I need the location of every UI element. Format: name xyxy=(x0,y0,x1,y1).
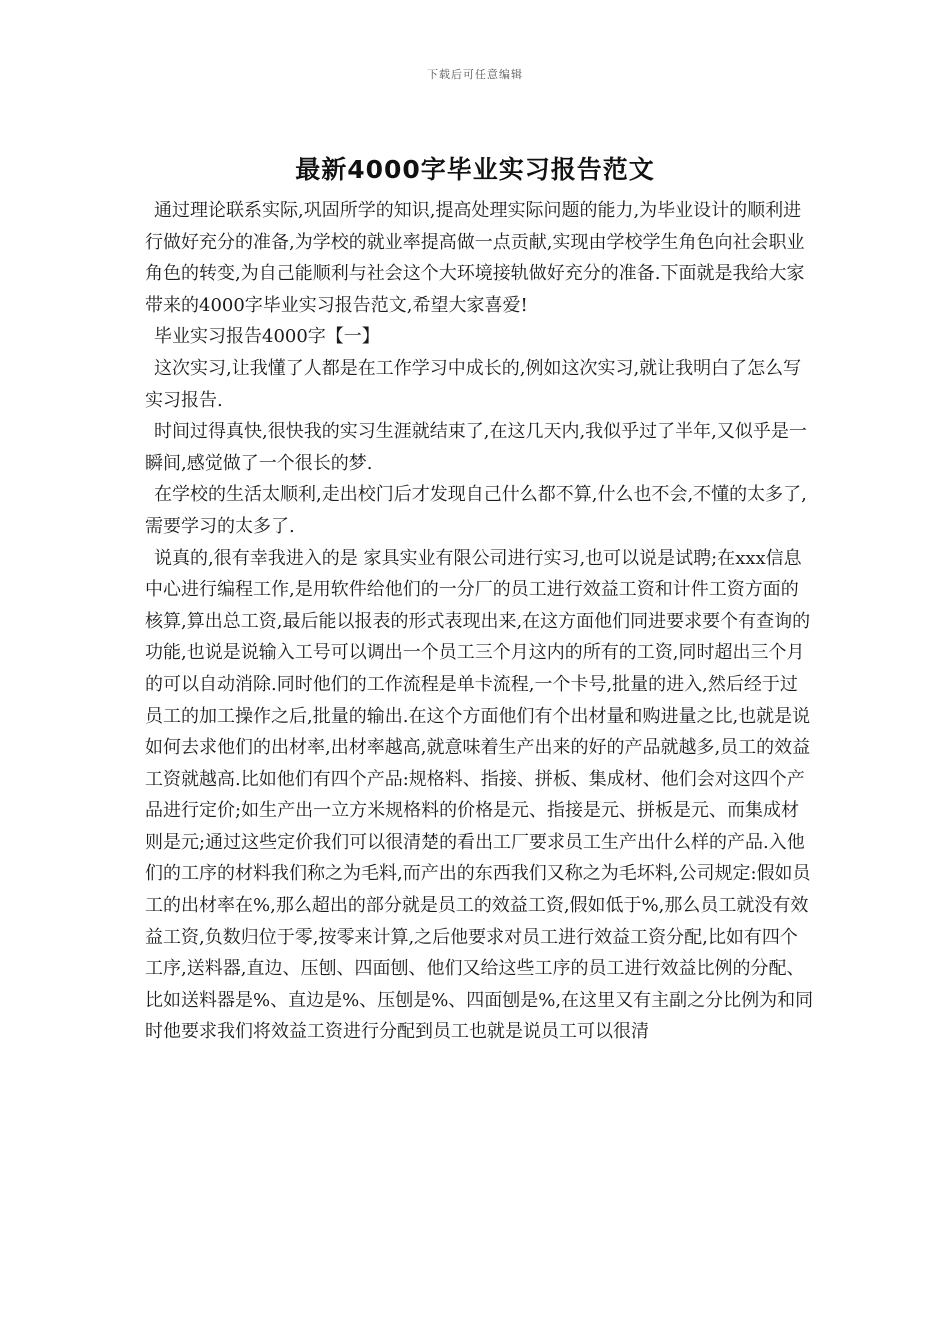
intro-paragraph: 通过理论联系实际,巩固所学的知识,提高处理实际问题的能力,为毕业设计的顺利进行做好充分的准备,为学校的就业率提高做一点贡献,实现由学校学生角色向社会职业角色的转变,为自己能顺利与社会这个大环境接轨做好充分的准备.下面就是我给大家带来的4000字毕业实习报告范文,希望大家喜爱! xyxy=(145,200,805,316)
body-paragraph: 时间过得真快,很快我的实习生涯就结束了,在这几天内,我似乎过了半年,又似乎是一瞬间,感觉做了一个很长的梦. xyxy=(145,421,807,474)
section-heading: 毕业实习报告4000字【一】 xyxy=(154,326,380,348)
body-paragraph: 说真的,很有幸我进入的是 家具实业有限公司进行实习,也可以说是试聘;在xxx信息中心进行编程工作,是用软件给他们的一分厂的员工进行效益工资和计件工资方面的核算,算出总工资,最后能以报表的形式表现出来,在这方面他们同进要求要个有查询的功能,也说是说输入工号可以调出一个员工三个月这内的所有的工资,同时超出三个月的可以自动消除.同时他们的工作流程是单卡流程,一个卡号,批量的进入,然后经于过员工的加工操作之后,批量的输出.在这个方面他们有个出材量和购进量之比,也就是说如何去求他们的出材率,出材率越高,就意味着生产出来的好的产品就越多,员工的效益工资就越高.比如他们有四个产品:规格料、指接、拼板、集成材、他们会对这四个产品进行定价;如生产出一立方米规格料的价格是元、指接是元、拼板是元、而集成材则是元;通过这些定价我们可以很清楚的看出工厂要求员工生产出什么样的产品.入他们的工序的材料我们称之为毛料,而产出的东西我们又称之为毛坏料,公司规定:假如员工的出材率在%,那么超出的部分就是员工的效益工资,假如低于%,那么员工就没有效益工资,负数归位于零,按零来计算,之后他要求对员工进行效益工资分配,比如有四个工序,送料器,直边、压刨、四面刨、他们又给这些工序的员工进行效益比例的分配、比如送料器是%、直边是%、压刨是%、四面刨是%,在这里又有主副之分比例为和同时他要求我们将效益工资进行分配到员工也就是说员工可以很清 xyxy=(145,547,814,1043)
header-note: 下载后可任意编辑 xyxy=(427,68,523,81)
body-paragraph: 在学校的生活太顺利,走出校门后才发现自己什么都不算,什么也不会,不懂的太多了,需要学习的太多了. xyxy=(145,484,807,537)
body-paragraph: 这次实习,让我懂了人都是在工作学习中成长的,例如这次实习,就让我明白了怎么写实习报告. xyxy=(145,357,802,411)
document-body xyxy=(145,195,815,1048)
document-title: 最新4000字毕业实习报告范文 xyxy=(295,155,655,184)
